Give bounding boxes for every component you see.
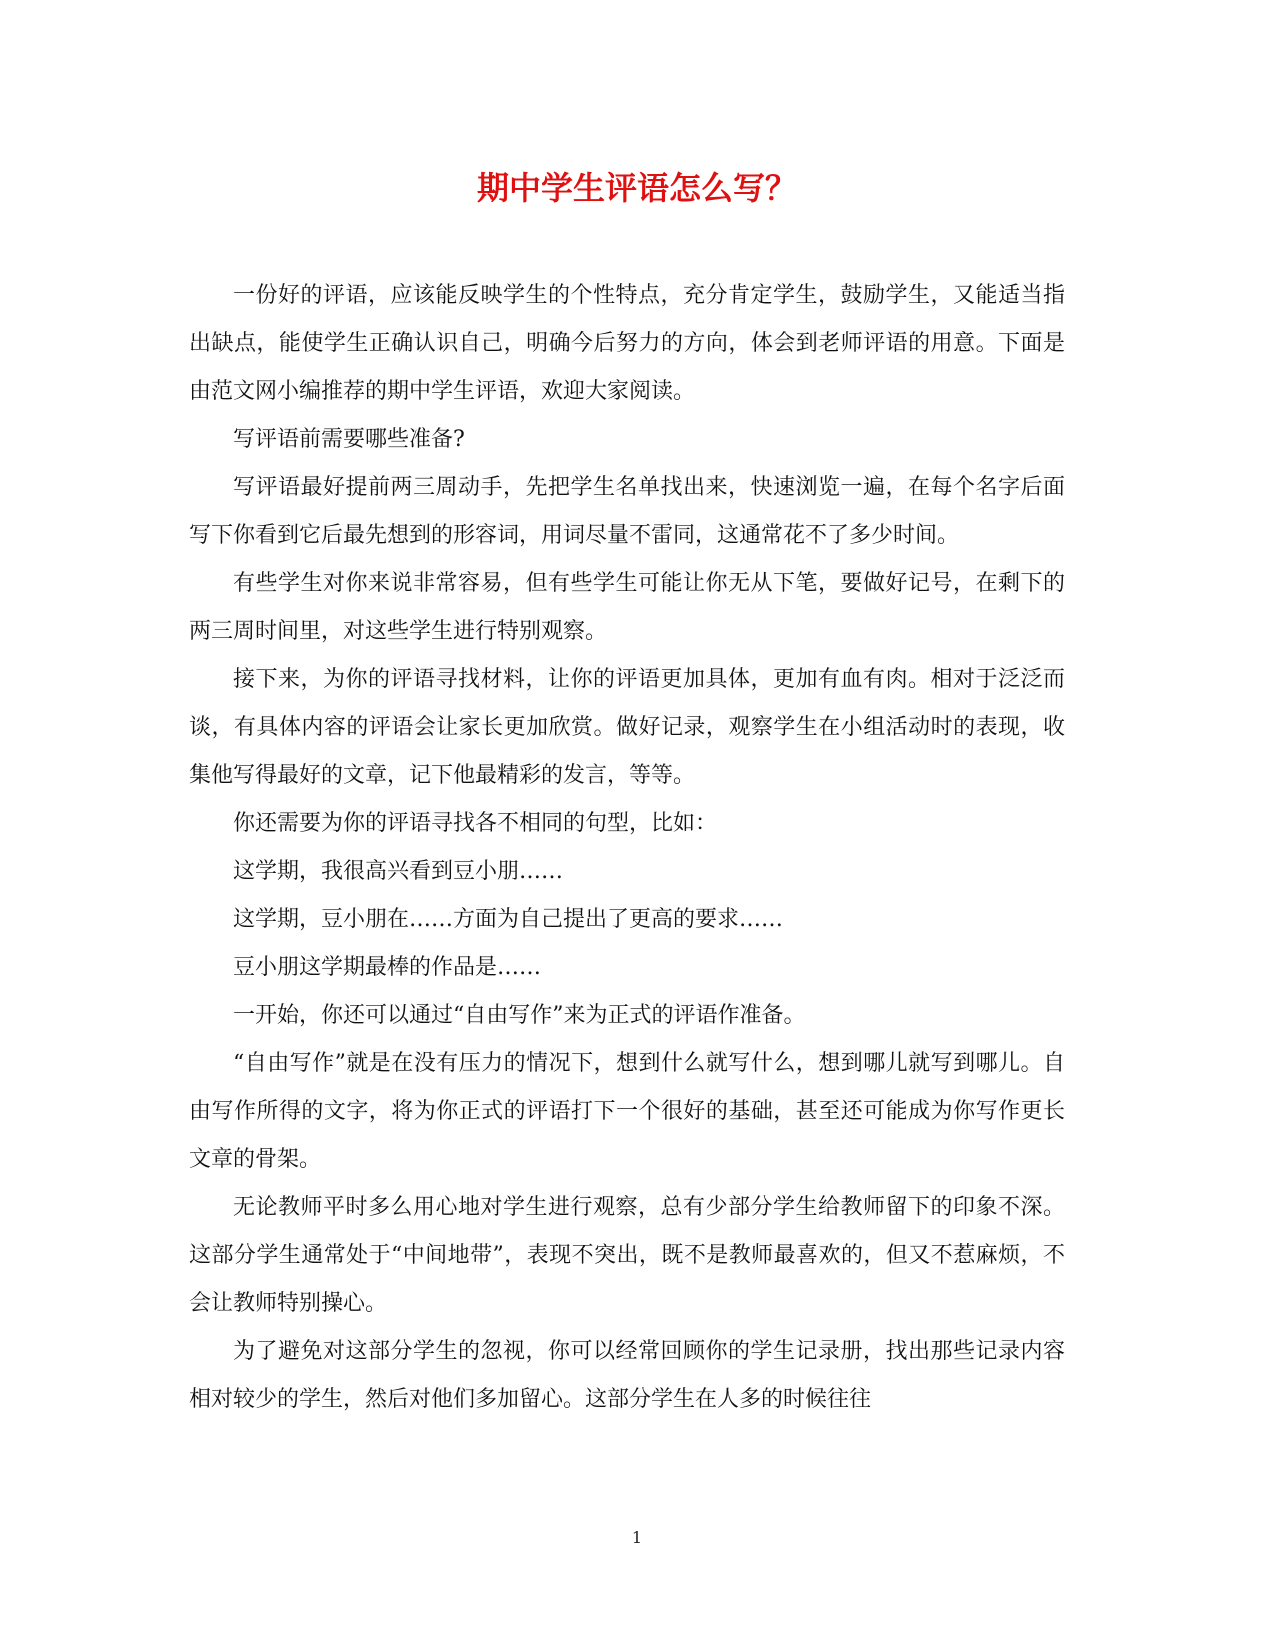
paragraph-find-materials: 接下来，为你的评语寻找材料，让你的评语更加具体，更加有血有肉。相对于泛泛而谈，有具体内容的评语会让家长更加欣赏。做好记录，观察学生在小组活动时的表现，收集他写得最好的文章，记下他最精彩的发言，等等。: [189, 667, 1065, 788]
paragraph-free-writing-definition: “自由写作”就是在没有压力的情况下，想到什么就写什么，想到哪儿就写到哪儿。自由写作所得的文字，将为你正式的评语打下一个很好的基础，甚至还可能成为你写作更长文章的骨架。: [189, 1051, 1065, 1172]
paragraph-preparation-question: 写评语前需要哪些准备?: [233, 427, 465, 452]
document-title: 期中学生评语怎么写？: [476, 169, 797, 207]
paragraph-middle-students: 无论教师平时多么用心地对学生进行观察，总有少部分学生给教师留下的印象不深。这部分学生通常处于“中间地带”，表现不突出，既不是教师最喜欢的，但又不惹麻烦，不会让教师特别操心。: [189, 1195, 1065, 1316]
paragraph-free-writing-intro: 一开始，你还可以通过“自由写作”来为正式的评语作准备。: [233, 1003, 806, 1028]
paragraph-example-2: 这学期，豆小朋在……方面为自己提出了更高的要求……: [233, 907, 784, 932]
paragraph-difficult-students: 有些学生对你来说非常容易，但有些学生可能让你无从下笔，要做好记号，在剩下的两三周时间里，对这些学生进行特别观察。: [189, 571, 1065, 644]
paragraph-avoid-neglect: 为了避免对这部分学生的忽视，你可以经常回顾你的学生记录册，找出那些记录内容相对较少的学生，然后对他们多加留心。这部分学生在人多的时候往往: [189, 1339, 1065, 1412]
paragraph-intro: 一份好的评语，应该能反映学生的个性特点，充分肯定学生，鼓励学生，又能适当指出缺点，能使学生正确认识自己，明确今后努力的方向，体会到老师评语的用意。下面是由范文网小编推荐的期中学生评语，欢迎大家阅读。: [189, 283, 1065, 404]
page-number: 1: [631, 1528, 643, 1547]
paragraph-example-3: 豆小朋这学期最棒的作品是……: [233, 955, 542, 980]
paragraph-sentence-patterns: 你还需要为你的评语寻找各不相同的句型，比如：: [233, 811, 718, 836]
document-body: [189, 272, 1065, 1424]
paragraph-start-early: 写评语最好提前两三周动手，先把学生名单找出来，快速浏览一遍，在每个名字后面写下你看到它后最先想到的形容词，用词尽量不雷同，这通常花不了多少时间。: [189, 475, 1065, 548]
paragraph-example-1: 这学期，我很高兴看到豆小朋……: [233, 859, 564, 884]
